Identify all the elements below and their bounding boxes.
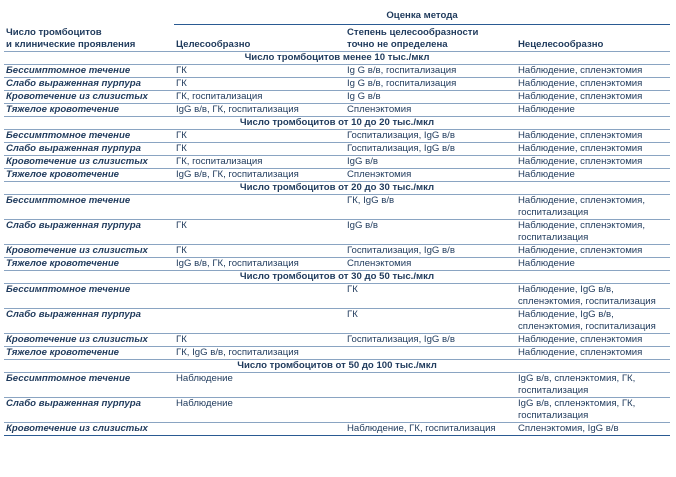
cell-recommended — [174, 284, 345, 309]
cell-line: IgG в/в, спленэктомия, ГК, — [518, 373, 636, 384]
cell-line: ГК, госпитализация — [176, 91, 263, 102]
cell-recommended — [174, 130, 345, 143]
cell-line: ГК — [176, 65, 187, 76]
table-row — [4, 156, 670, 169]
row-label: Слабо выраженная пурпура — [4, 78, 174, 91]
group-title: Число тромбоцитов от 10 до 20 тыс./мкл — [4, 117, 670, 130]
row-label: Тяжелое кровотечение — [4, 258, 174, 271]
cell-not-recommended — [516, 91, 670, 104]
cell-uncertain — [345, 195, 516, 220]
cell-line: Госпитализация, IgG в/в — [347, 143, 455, 154]
table-row — [4, 423, 670, 436]
cell-uncertain — [345, 169, 516, 182]
table-row — [4, 169, 670, 182]
row-label: Тяжелое кровотечение — [4, 169, 174, 182]
group-title: Число тромбоцитов от 50 до 100 тыс./мкл — [4, 360, 670, 373]
cell-uncertain — [345, 220, 516, 245]
recommendations-table — [4, 8, 670, 436]
cell-line — [347, 398, 514, 410]
cell-line — [347, 373, 514, 385]
table-row — [4, 104, 670, 117]
cell-uncertain — [345, 91, 516, 104]
cell-uncertain — [345, 334, 516, 347]
cell-line: Ig G в/в, госпитализация — [347, 65, 457, 76]
table-row — [4, 398, 670, 423]
cell-recommended — [174, 373, 345, 398]
row-label: Бессимптомное течение — [6, 130, 131, 141]
row-label: Слабо выраженная пурпура — [4, 398, 174, 423]
cell-line — [176, 309, 343, 321]
group-header-row — [4, 182, 670, 195]
cell-not-recommended — [516, 347, 670, 360]
cell-line: госпитализация — [518, 385, 589, 396]
cell-not-recommended — [516, 78, 670, 91]
cell-recommended — [174, 65, 345, 78]
table-row — [4, 195, 670, 220]
cell-uncertain — [345, 143, 516, 156]
cell-line: IgG в/в, ГК, госпитализация — [176, 258, 299, 269]
table-body — [4, 52, 670, 436]
cell-line: ГК — [347, 309, 358, 320]
cell-line — [347, 347, 514, 359]
cell-not-recommended — [516, 245, 670, 258]
group-header-row — [4, 360, 670, 373]
col-header-uncertain-line2: точно не определена — [347, 39, 448, 50]
col-header-not-recommended-label: Нецелесообразно — [518, 39, 604, 50]
col-header-recommended-label: Целесообразно — [176, 39, 251, 50]
table-row — [4, 143, 670, 156]
cell-line: ГК, IgG в/в — [347, 195, 395, 206]
cell-recommended — [174, 245, 345, 258]
row-label: Кровотечение из слизистых — [4, 156, 174, 169]
cell-not-recommended — [516, 195, 670, 220]
cell-recommended — [174, 309, 345, 334]
col-header-uncertain — [345, 25, 516, 52]
table-row — [4, 220, 670, 245]
table-row — [4, 78, 670, 91]
cell-uncertain — [345, 78, 516, 91]
row-label: Слабо выраженная пурпура — [4, 220, 174, 245]
cell-line: Спленэктомия — [347, 258, 412, 269]
row-label: Кровотечение из слизистых — [4, 334, 174, 347]
cell-line: Спленэктомия, IgG в/в — [518, 423, 619, 434]
cell-line: Наблюдение, спленэктомия — [518, 334, 643, 345]
cell-not-recommended — [516, 373, 670, 398]
row-label: Бессимптомное течение — [6, 195, 131, 206]
cell-recommended — [174, 220, 345, 245]
row-label: Тяжелое кровотечение — [4, 104, 174, 117]
row-label: Бессимптомное течение — [6, 373, 131, 384]
cell-recommended — [174, 334, 345, 347]
cell-not-recommended — [516, 284, 670, 309]
cell-not-recommended — [516, 398, 670, 423]
cell-line: ГК, госпитализация — [176, 156, 263, 167]
cell-uncertain — [345, 130, 516, 143]
col-header-criteria-line1: Число тромбоцитов — [6, 27, 102, 38]
cell-line: Наблюдение, спленэктомия — [518, 65, 643, 76]
cell-not-recommended — [516, 156, 670, 169]
cell-line: Наблюдение — [518, 169, 575, 180]
cell-line: Наблюдение, спленэктомия — [518, 78, 643, 89]
cell-line: Наблюдение, спленэктомия — [518, 347, 643, 358]
group-title: Число тромбоцитов менее 10 тыс./мкл — [4, 52, 670, 65]
cell-line: госпитализация — [518, 410, 589, 421]
group-header-row — [4, 52, 670, 65]
cell-not-recommended — [516, 258, 670, 271]
cell-line: IgG в/в — [347, 220, 378, 231]
row-label: Кровотечение из слизистых — [4, 245, 174, 258]
col-header-recommended — [174, 25, 345, 52]
cell-line: Спленэктомия — [347, 169, 412, 180]
row-label: Слабо выраженная пурпура — [4, 143, 174, 156]
col-header-criteria — [4, 8, 174, 52]
cell-line: ГК — [176, 143, 187, 154]
cell-line: Наблюдение, спленэктомия, — [518, 220, 646, 231]
cell-line: IgG в/в, ГК, госпитализация — [176, 104, 299, 115]
cell-line: Наблюдение, спленэктомия — [518, 143, 643, 154]
cell-recommended — [174, 258, 345, 271]
cell-not-recommended — [516, 220, 670, 245]
method-title: Оценка метода — [174, 8, 670, 25]
group-header-row — [4, 117, 670, 130]
cell-line — [176, 284, 343, 296]
cell-line: IgG в/в, спленэктомия, ГК, — [518, 398, 636, 409]
cell-line: Наблюдение, спленэктомия — [518, 91, 643, 102]
cell-not-recommended — [516, 130, 670, 143]
cell-recommended — [174, 156, 345, 169]
cell-not-recommended — [516, 143, 670, 156]
cell-line: Наблюдение — [176, 373, 233, 384]
cell-uncertain — [345, 347, 516, 360]
cell-line: ГК — [176, 78, 187, 89]
cell-recommended — [174, 423, 345, 436]
row-label: Кровотечение из слизистых — [4, 91, 174, 104]
cell-line: Наблюдение, ГК, госпитализация — [347, 423, 496, 434]
cell-line: Наблюдение, спленэктомия — [518, 130, 643, 141]
cell-line: Госпитализация, IgG в/в — [347, 245, 455, 256]
cell-line: спленэктомия, госпитализация — [518, 296, 656, 307]
cell-line: IgG в/в, ГК, госпитализация — [176, 169, 299, 180]
cell-line: Наблюдение — [518, 258, 575, 269]
table-row — [4, 130, 670, 143]
cell-line: Наблюдение, спленэктомия — [518, 245, 643, 256]
table-row — [4, 347, 670, 360]
row-label: Бессимптомное течение — [6, 65, 131, 76]
group-header-row — [4, 271, 670, 284]
cell-uncertain — [345, 284, 516, 309]
cell-line — [176, 423, 343, 435]
cell-recommended — [174, 169, 345, 182]
cell-not-recommended — [516, 104, 670, 117]
cell-uncertain — [345, 373, 516, 398]
col-header-criteria-line2: и клинические проявления — [6, 39, 136, 50]
cell-uncertain — [345, 423, 516, 436]
cell-line: Госпитализация, IgG в/в — [347, 334, 455, 345]
table-row — [4, 284, 670, 309]
cell-line: Ig G в/в, госпитализация — [347, 78, 457, 89]
cell-uncertain — [345, 245, 516, 258]
cell-line: ГК, IgG в/в, госпитализация — [176, 347, 299, 358]
cell-recommended — [174, 78, 345, 91]
group-title: Число тромбоцитов от 20 до 30 тыс./мкл — [4, 182, 670, 195]
cell-recommended — [174, 143, 345, 156]
group-title: Число тромбоцитов от 30 до 50 тыс./мкл — [4, 271, 670, 284]
cell-uncertain — [345, 104, 516, 117]
table-row — [4, 258, 670, 271]
cell-line: Наблюдение — [176, 398, 233, 409]
cell-uncertain — [345, 309, 516, 334]
cell-not-recommended — [516, 423, 670, 436]
cell-uncertain — [345, 258, 516, 271]
cell-line: ГК — [176, 220, 187, 231]
cell-line: Наблюдение, спленэктомия, — [518, 195, 646, 206]
cell-line: ГК — [176, 334, 187, 345]
cell-line: Ig G в/в — [347, 91, 381, 102]
cell-not-recommended — [516, 334, 670, 347]
col-header-not-recommended — [516, 25, 670, 52]
table-row — [4, 334, 670, 347]
cell-line: ГК — [176, 130, 187, 141]
col-header-uncertain-line1: Степень целесообразности — [347, 27, 479, 38]
table-row — [4, 245, 670, 258]
cell-not-recommended — [516, 169, 670, 182]
table-row — [4, 373, 670, 398]
cell-line — [176, 195, 343, 207]
row-label: Кровотечение из слизистых — [4, 423, 174, 436]
cell-uncertain — [345, 398, 516, 423]
cell-line: IgG в/в — [347, 156, 378, 167]
table-row — [4, 91, 670, 104]
cell-line: Наблюдение, IgG в/в, — [518, 309, 614, 320]
cell-line: ГК — [347, 284, 358, 295]
cell-not-recommended — [516, 309, 670, 334]
cell-line: Госпитализация, IgG в/в — [347, 130, 455, 141]
cell-line: ГК — [176, 245, 187, 256]
cell-not-recommended — [516, 65, 670, 78]
table-row — [4, 309, 670, 334]
cell-line: госпитализация — [518, 232, 589, 243]
cell-uncertain — [345, 65, 516, 78]
row-label: Тяжелое кровотечение — [4, 347, 174, 360]
row-label: Слабо выраженная пурпура — [4, 309, 174, 334]
cell-line: госпитализация — [518, 207, 589, 218]
cell-line: спленэктомия, госпитализация — [518, 321, 656, 332]
cell-recommended — [174, 347, 345, 360]
row-label: Бессимптомное течение — [6, 284, 131, 295]
cell-recommended — [174, 104, 345, 117]
cell-line: Спленэктомия — [347, 104, 412, 115]
cell-uncertain — [345, 156, 516, 169]
cell-line: Наблюдение, спленэктомия — [518, 156, 643, 167]
cell-recommended — [174, 91, 345, 104]
table-row — [4, 65, 670, 78]
cell-recommended — [174, 195, 345, 220]
cell-recommended — [174, 398, 345, 423]
cell-line: Наблюдение, IgG в/в, — [518, 284, 614, 295]
cell-line: Наблюдение — [518, 104, 575, 115]
